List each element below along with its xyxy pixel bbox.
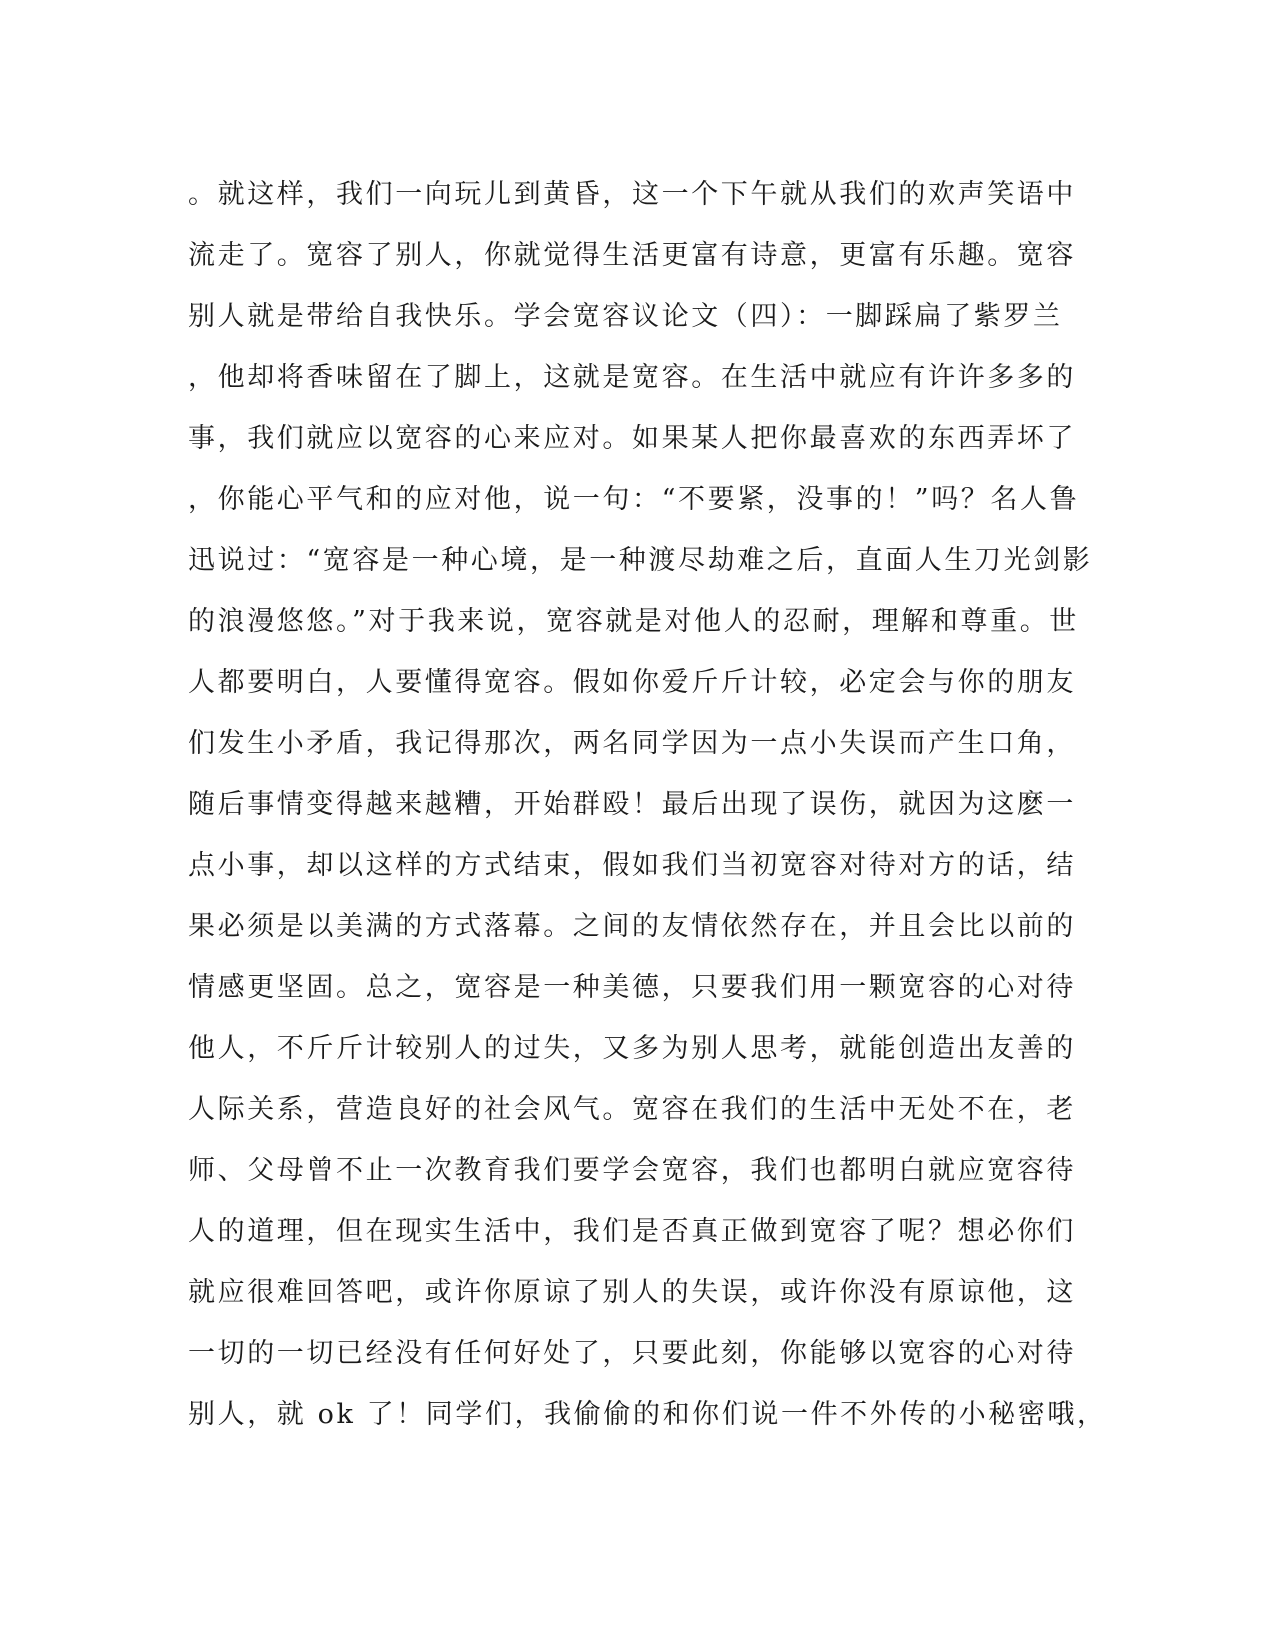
text-line: 别人，就 ok 了！同学们，我偷偷的和你们说一件不外传的小秘密哦， — [188, 1399, 1107, 1430]
text-line: 事，我们就应以宽容的心来应对。如果某人把你最喜欢的东西弄坏了 — [188, 423, 1076, 454]
text-line: 点小事，却以这样的方式结束，假如我们当初宽容对待对方的话，结 — [188, 850, 1076, 881]
text-line: 情感更坚固。总之，宽容是一种美德，只要我们用一颗宽容的心对待 — [188, 972, 1076, 1003]
body-text — [188, 164, 1107, 1445]
text-line: ，他却将香味留在了脚上，这就是宽容。在生活中就应有许许多多的 — [188, 362, 1076, 393]
text-line: 迅说过：“宽容是一种心境，是一种渡尽劫难之后，直面人生刀光剑影 — [188, 545, 1093, 576]
text-line: 人都要明白，人要懂得宽容。假如你爱斤斤计较，必定会与你的朋友 — [188, 667, 1076, 698]
text-line: ，你能心平气和的应对他，说一句：“不要紧，没事的！”吗？名人鲁 — [188, 484, 1080, 515]
text-line: 别人就是带给自我快乐。学会宽容议论文（四）：一脚踩扁了紫罗兰 — [188, 301, 1063, 332]
text-line: 流走了。宽容了别人，你就觉得生活更富有诗意，更富有乐趣。宽容 — [188, 240, 1076, 271]
text-line: 就应很难回答吧，或许你原谅了别人的失误，或许你没有原谅他，这 — [188, 1277, 1076, 1308]
text-line: 随后事情变得越来越糟，开始群殴！最后出现了误伤，就因为这麽一 — [188, 789, 1076, 820]
text-line: 人际关系，营造良好的社会风气。宽容在我们的生活中无处不在，老 — [188, 1094, 1076, 1125]
text-line: 。就这样，我们一向玩儿到黄昏，这一个下午就从我们的欢声笑语中 — [188, 179, 1076, 210]
text-line: 师、父母曾不止一次教育我们要学会宽容，我们也都明白就应宽容待 — [188, 1155, 1076, 1186]
text-line: 人的道理，但在现实生活中，我们是否真正做到宽容了呢？想必你们 — [188, 1216, 1076, 1247]
text-line: 果必须是以美满的方式落幕。之间的友情依然存在，并且会比以前的 — [188, 911, 1076, 942]
text-line: 们发生小矛盾，我记得那次，两名同学因为一点小失误而产生口角， — [188, 728, 1076, 759]
text-line: 的浪漫悠悠。”对于我来说，宽容就是对他人的忍耐，理解和尊重。世 — [188, 606, 1079, 637]
text-line: 一切的一切已经没有任何好处了，只要此刻，你能够以宽容的心对待 — [188, 1338, 1076, 1369]
text-line: 他人，不斤斤计较别人的过失，又多为别人思考，就能创造出友善的 — [188, 1033, 1076, 1064]
